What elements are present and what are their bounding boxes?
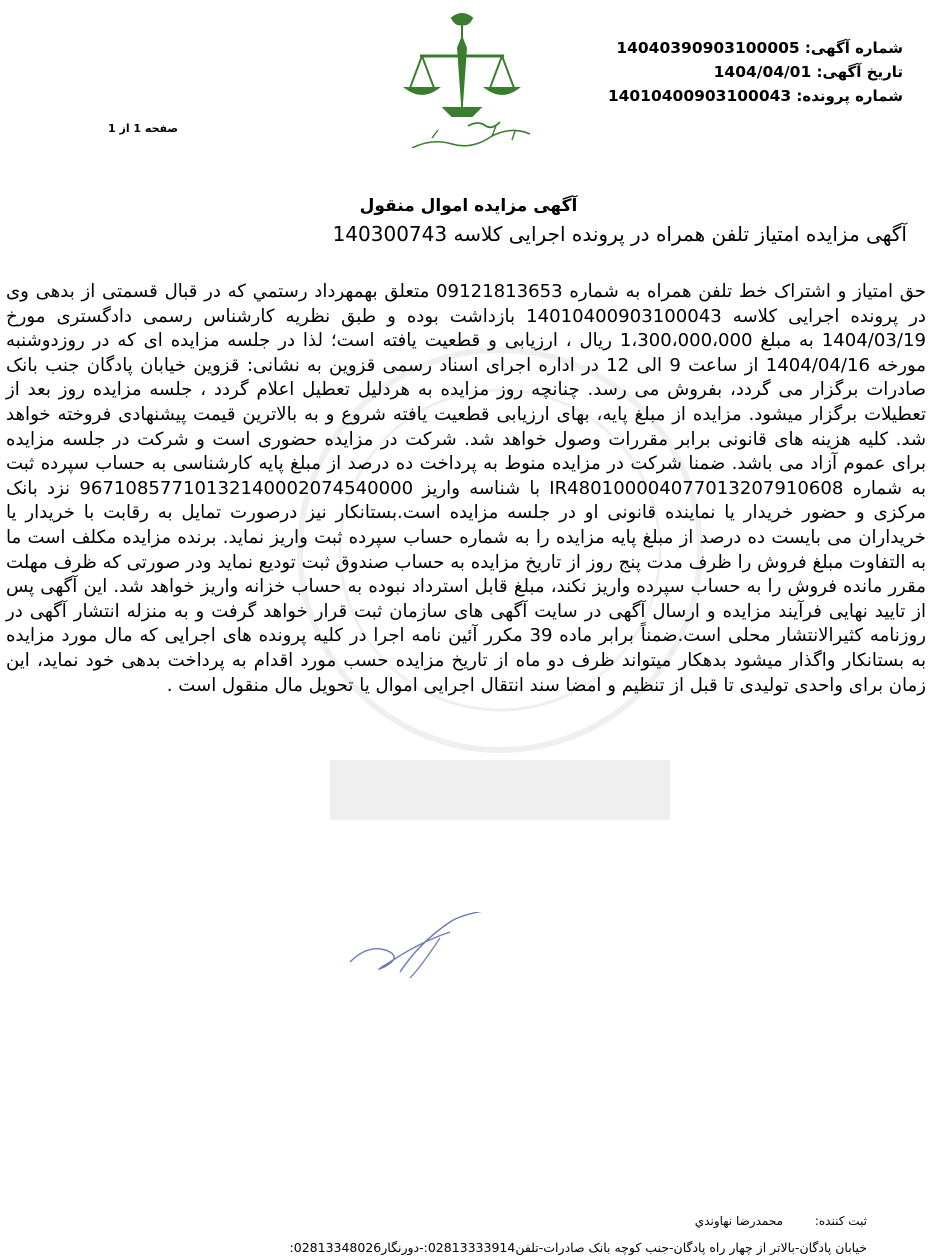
ad-number-row [573, 36, 903, 60]
footer-address: خیابان پادگان-بالاتر از چهار راه پادگان-جنب کوچه بانک صادرات-تلفن02813333914:-دورنگار02813348026: [289, 1240, 867, 1255]
notice-body: حق امتیاز و اشتراک خط تلفن همراه به شماره 09121813653 متعلق بهمهرداد رستمي كه در قبال قسمتی از بدهی وی در پرونده اجرایی کلاسه 14010400903100043 بازداشت بوده و طبق نظریه کارشناس رسمی دادگستری مورخ 1404/03/19 به مبلغ 1،300،000،000 ریال ، ارزیابی و قطعیت یافته است؛ لذا در جلسه مزایده ای که در روزدوشنبه مورخه 1404/04/16 از ساعت 9 الی 12 در اداره اجرای اسناد رسمی قزوین به نشانی: قزوین خیابان پادگان جنب بانک صادرات برگزار می گردد، بفروش می رسد. چنانچه روز مزایده به هردلیل تعطیل اعلام گردد ، جلسه مزایده روز بعد از تعطیلات برگزار میشود. مزایده از مبلغ پایه، بهای ارزیابی قطعیت یافته شروع و به بالاترین قیمت پیشنهادی فروخته خواهد شد. کلیه هزینه های قانونی برابر مقررات وصول خواهد شد. شرکت در مزایده حضوری است و شرکت در جلسه مزایده برای عموم آزاد می باشد. ضمنا شرکت در مزایده منوط به پرداخت ده درصد از مبلغ پایه کارشناسی به حساب سپرده ثبت به شماره IR480100004077013207910608 با شناسه واریز 96710857710132140002074540000 نزد بانک مرکزی و حضور خریدار یا نماینده قانونی او در جلسه مزایده است.بستانکار نیز درصورت تمایل به رقابت با خریدار یا خریداران می بایست ده درصد از مبلغ پایه مزایده را به شماره حساب سپرده ثبت واریز نماید. برنده مزایده مکلف است ما به التفاوت مبلغ فروش را ظرف مدت پنج روز از تاریخ مزایده به حساب صندوق ثبت تودیع نماید ودر صورتی که ظرف مهلت مقرر مانده فروش را به حساب سپرده واریز نکند، مبلغ قابل استرداد نبوده به حساب خزانه واریز خواهد شد. این آگهی پس از تایید نهایی فرآیند مزایده و ارسال آگهی در سایت آگهی های سازمان ثبت قرار خواهد گرفت و به منزله انتشار آگهی در روزنامه کثیرالانتشار محلی است.ضمناً برابر ماده 39 مکرر آئین نامه اجرا در کلیه پرونده های اجرایی که مال مورد مزایده به بستانکار واگذار میشود بدهکار میتواند ظرف دو ماه از تاریخ مزایده حسب مورد اقدام به پرداخت بدهی خود نماید، این زمان برای واحدی تولیدی تا قبل از تنظیم و امضا سند انتقال اجرایی اموال یا تحویل مال منقول است . [6, 281, 927, 696]
ad-date-label: تاریخ آگهی: [816, 63, 903, 81]
case-number-row [573, 84, 903, 108]
case-number-label: شماره پرونده: [796, 87, 903, 105]
judiciary-scales-emblem-icon [372, 8, 552, 148]
ad-number-value: 14040390903100005 [616, 39, 800, 57]
registrar-line [695, 1214, 867, 1228]
page-subtitle: آگهی مزایده امتیاز تلفن همراه در پرونده اجرایی کلاسه 140300743 [332, 222, 907, 246]
header-metadata [573, 36, 903, 108]
handwritten-signature [340, 912, 510, 992]
registrar-label: ثبت کننده: [814, 1214, 867, 1228]
case-number-value: 14010400903100043 [607, 87, 792, 105]
ad-date-row [573, 60, 903, 84]
page-indicator: صفحه 1 از 1 [108, 122, 179, 135]
registrar-name: محمدرضا نهاوندي [694, 1214, 784, 1228]
ad-number-label: شماره آگهی: [804, 39, 903, 57]
page-title: آگهی مزایده اموال منقول [359, 196, 578, 216]
ad-date-value: 1404/04/01 [713, 63, 812, 81]
